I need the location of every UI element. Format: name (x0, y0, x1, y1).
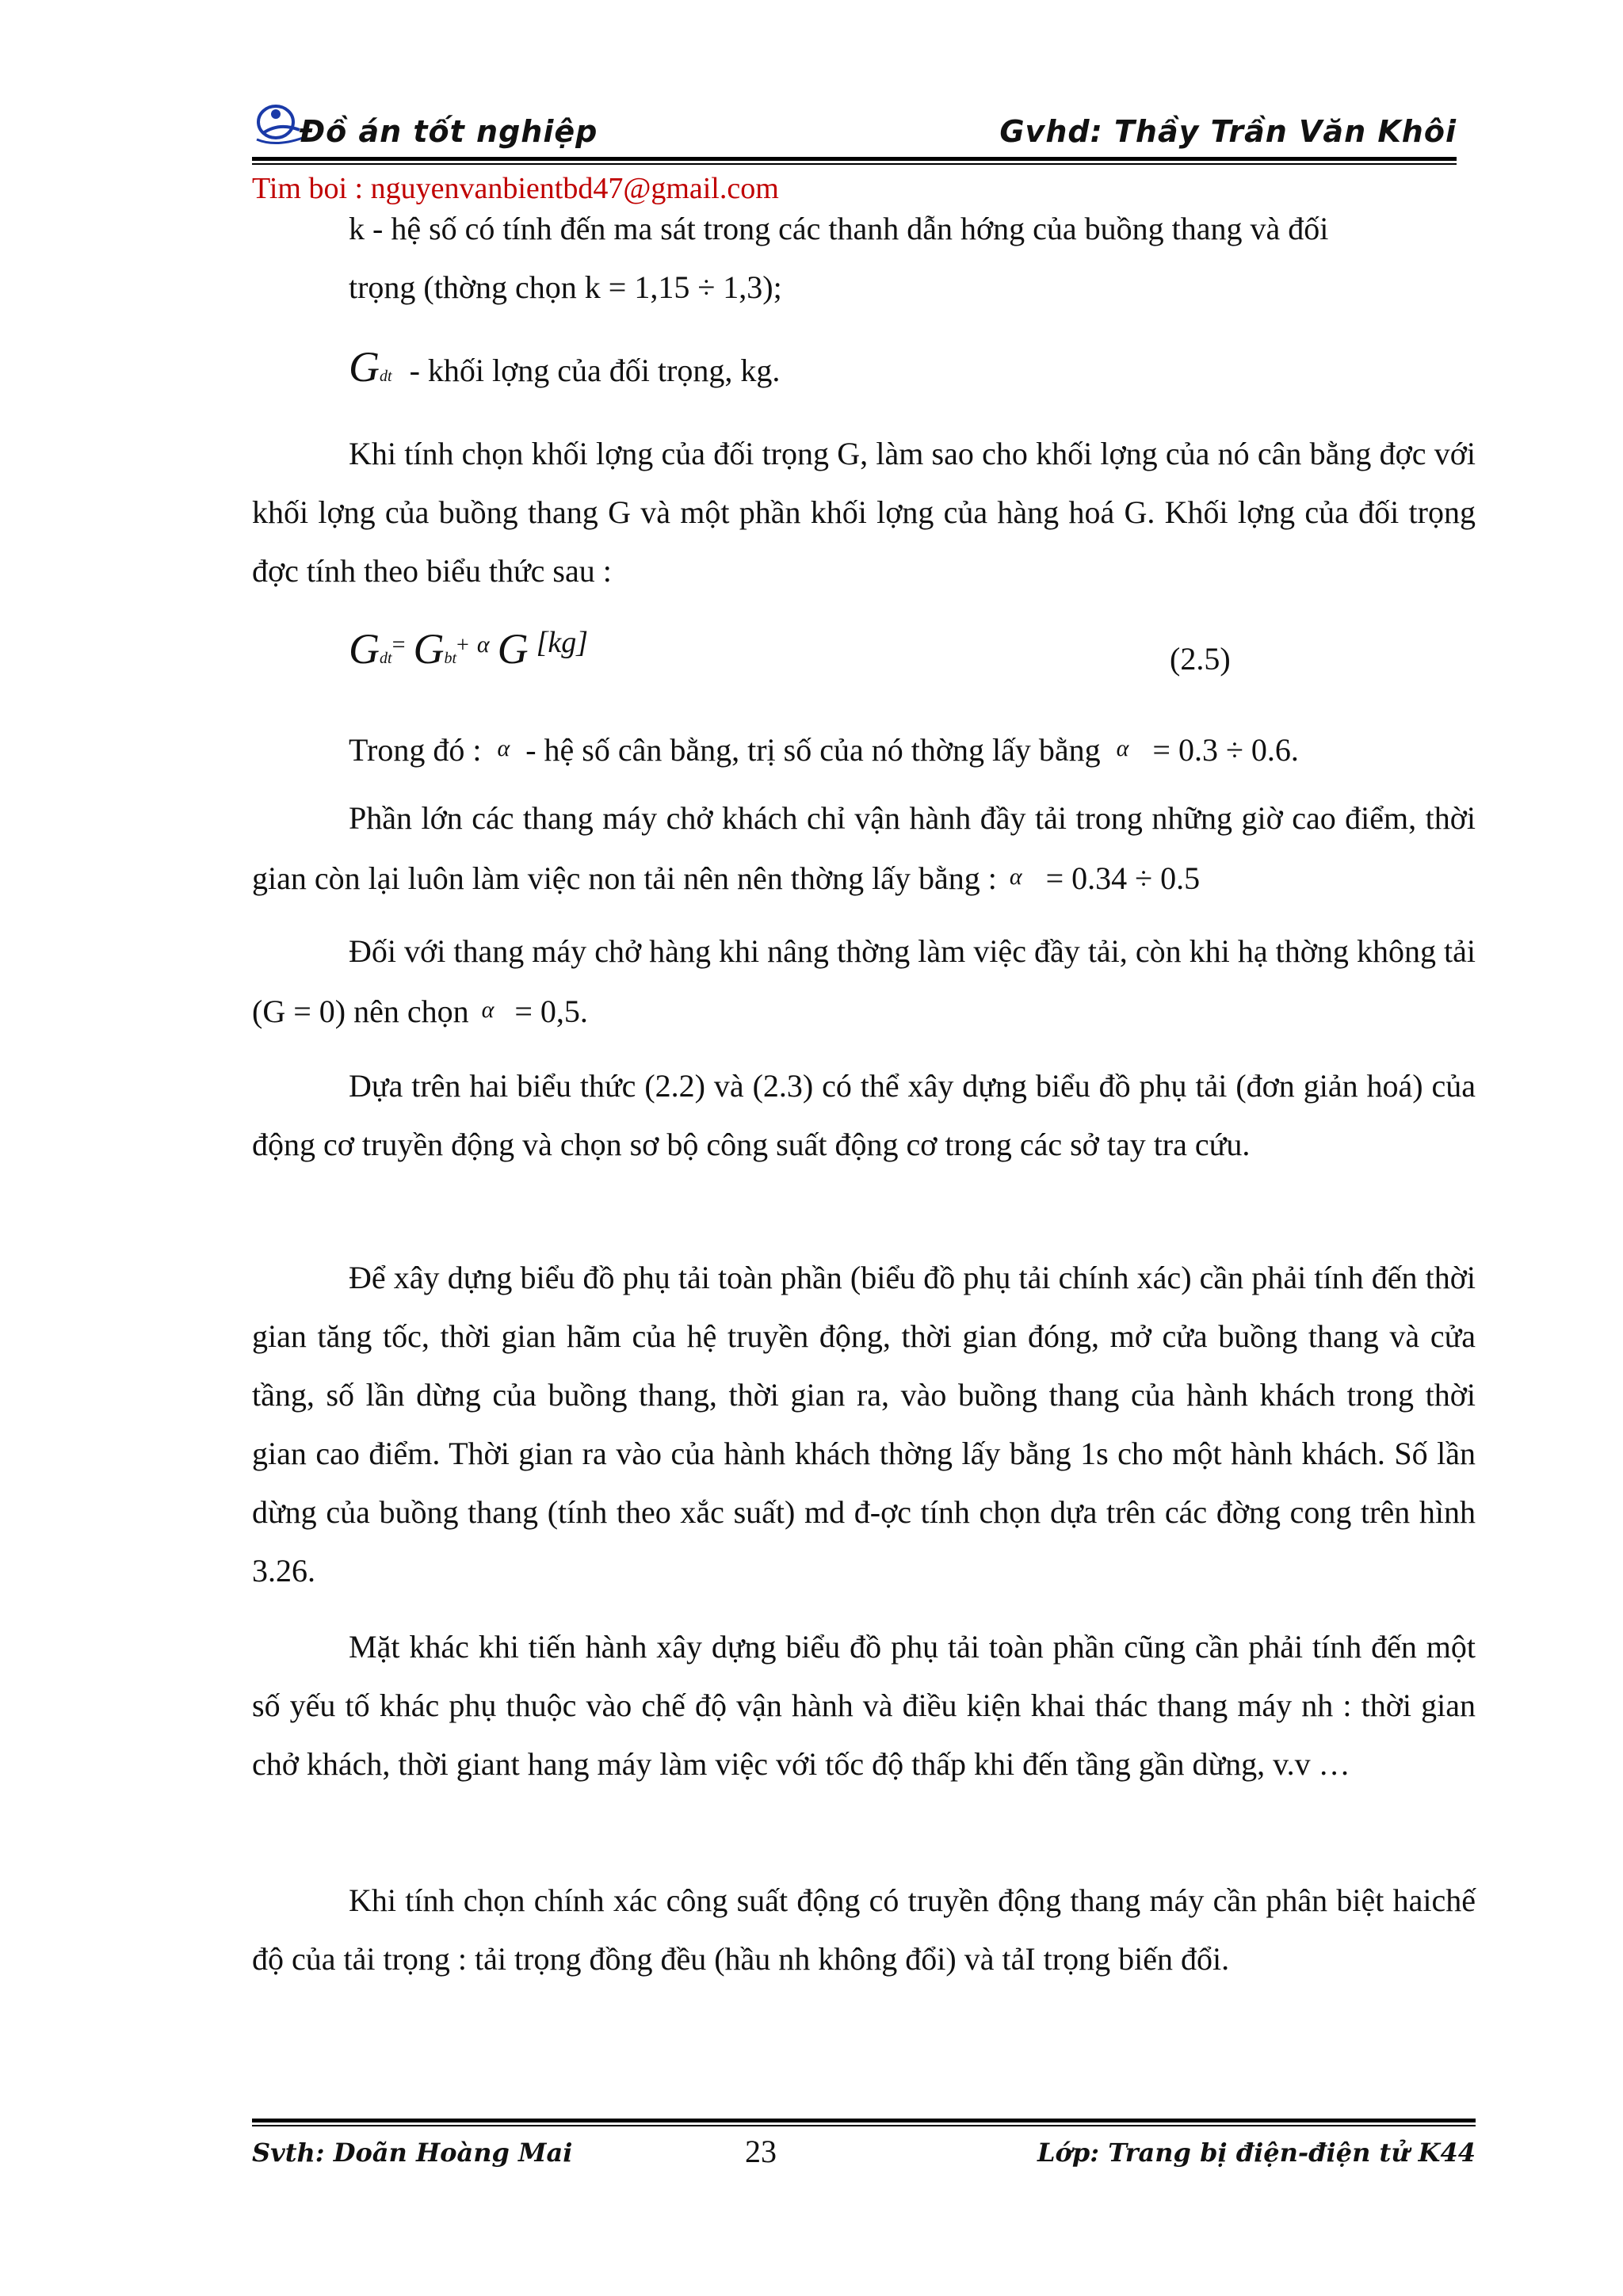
paragraph-other-factors: Mặt khác khi tiến hành xây dựng biểu đồ phụ tải toàn phần cũng cần phải tính đến một số yếu tố khác phụ thuộc vào chế độ vận hành và điều kiện khai thác thang máy nh : thời gian chở khách, thời giant hang máy làm việc với tốc độ thấp khi đến tầng gần dừng, v.v … (252, 1629, 1476, 1782)
formula-alpha: α (476, 631, 490, 658)
header-title: Đồ án tốt nghiệp (300, 114, 598, 149)
header-rule-thin (252, 163, 1457, 165)
gdt-definition (349, 342, 780, 391)
alpha-symbol: α (481, 997, 495, 1023)
alpha-symbol: α (1009, 864, 1022, 890)
gdt-symbol: G (349, 343, 380, 391)
formula-g-dt: G (349, 625, 380, 673)
footer-class: Lớp: Trang bị điện-điện tử K44 (1037, 2138, 1476, 2168)
header-rule (252, 157, 1457, 161)
paragraph-passenger-lift: Phần lớn các thang máy chở khách chỉ vận hành đầy tải trong những giờ cao điểm, thời gian còn lại luôn làm việc non tải nên nên thờng lấy bằng : α = 0.34 ÷ 0.5 (252, 800, 1476, 896)
footer-rule-thin (252, 2125, 1476, 2126)
email-note: Tim boi : nguyenvanbientbd47@gmail.com (252, 172, 779, 205)
page-header (252, 113, 1457, 155)
formula-unit: [kg] (536, 626, 589, 659)
footer-student: Svth: Doãn Hoàng Mai (252, 2138, 573, 2168)
paragraph-counterweight: Khi tính chọn khối lợng của đối trọng G, làm sao cho khối lợng của nó cân bằng đợc với khối lợng của buồng thang G và một phần khối lợng của hàng hoá G. Khối lợng của đối trọng đợc tính theo biểu thức sau : (252, 436, 1476, 589)
k-definition-line1: k - hệ số có tính đến ma sát trong các thanh dẫn hớng của buồng thang và đối (349, 211, 1329, 246)
formula-g-bt: G (413, 625, 445, 673)
header-supervisor: Gvhd: Thầy Trần Văn Khôi (999, 114, 1457, 149)
alpha-definition: Trong đó : α - hệ số cân bằng, trị số của nó thờng lấy bằng α = 0.3 ÷ 0.6. (349, 732, 1299, 768)
paragraph-full-load-diagram: Để xây dựng biểu đồ phụ tải toàn phần (biểu đồ phụ tải chính xác) cần phải tính đến thời gian tăng tốc, thời gian hãm của hệ truyền động, thời gian đóng, mở cửa buồng thang và cửa tầng, số lần dừng của buồng thang, thời gian ra, vào buồng thang của hành khách trong thời gian cao điểm. Thời gian ra vào của hành khách thờng lấy bằng 1s cho một hành khách. Số lần dừng của buồng thang (tính theo xắc suất) md đ-ợc tính chọn dựa trên các đờng cong trên hình 3.26. (252, 1260, 1476, 1589)
gdt-text: - khối lợng của đối trọng, kg. (409, 353, 781, 388)
paragraph-load-modes: Khi tính chọn chính xác công suất động có truyền động thang máy cần phân biệt haichế độ của tải trọng : tải trọng đồng đều (hầu nh không đổi) và tảI trọng biến đổi. (252, 1882, 1476, 1977)
page-number: 23 (745, 2134, 777, 2169)
equation-number: (2.5) (1170, 641, 1231, 677)
gdt-subscript: dt (380, 368, 392, 385)
alpha-symbol: α (497, 735, 510, 761)
formula-sub-dt: dt (380, 650, 392, 667)
k-definition-line2: trọng (thờng chọn k = 1,15 ÷ 1,3); (349, 269, 782, 305)
formula-plus: + (456, 633, 469, 658)
footer-rule (252, 2119, 1476, 2122)
formula-g: G (497, 625, 529, 673)
paragraph-load-diagram: Dựa trên hai biểu thức (2.2) và (2.3) có thể xây dựng biểu đồ phụ tải (đơn giản hoá) của động cơ truyền động và chọn sơ bộ công suất động cơ trong các sở tay tra cứu. (252, 1068, 1476, 1162)
formula-2-5 (349, 624, 588, 673)
paragraph-freight-lift: Đối với thang máy chở hàng khi nâng thờng làm việc đầy tải, còn khi hạ thờng không tải (G = 0) nên chọn α = 0,5. (252, 933, 1476, 1029)
formula-equals: = (391, 631, 406, 658)
alpha-symbol: α (1116, 735, 1129, 761)
formula-sub-bt: bt (444, 650, 457, 667)
